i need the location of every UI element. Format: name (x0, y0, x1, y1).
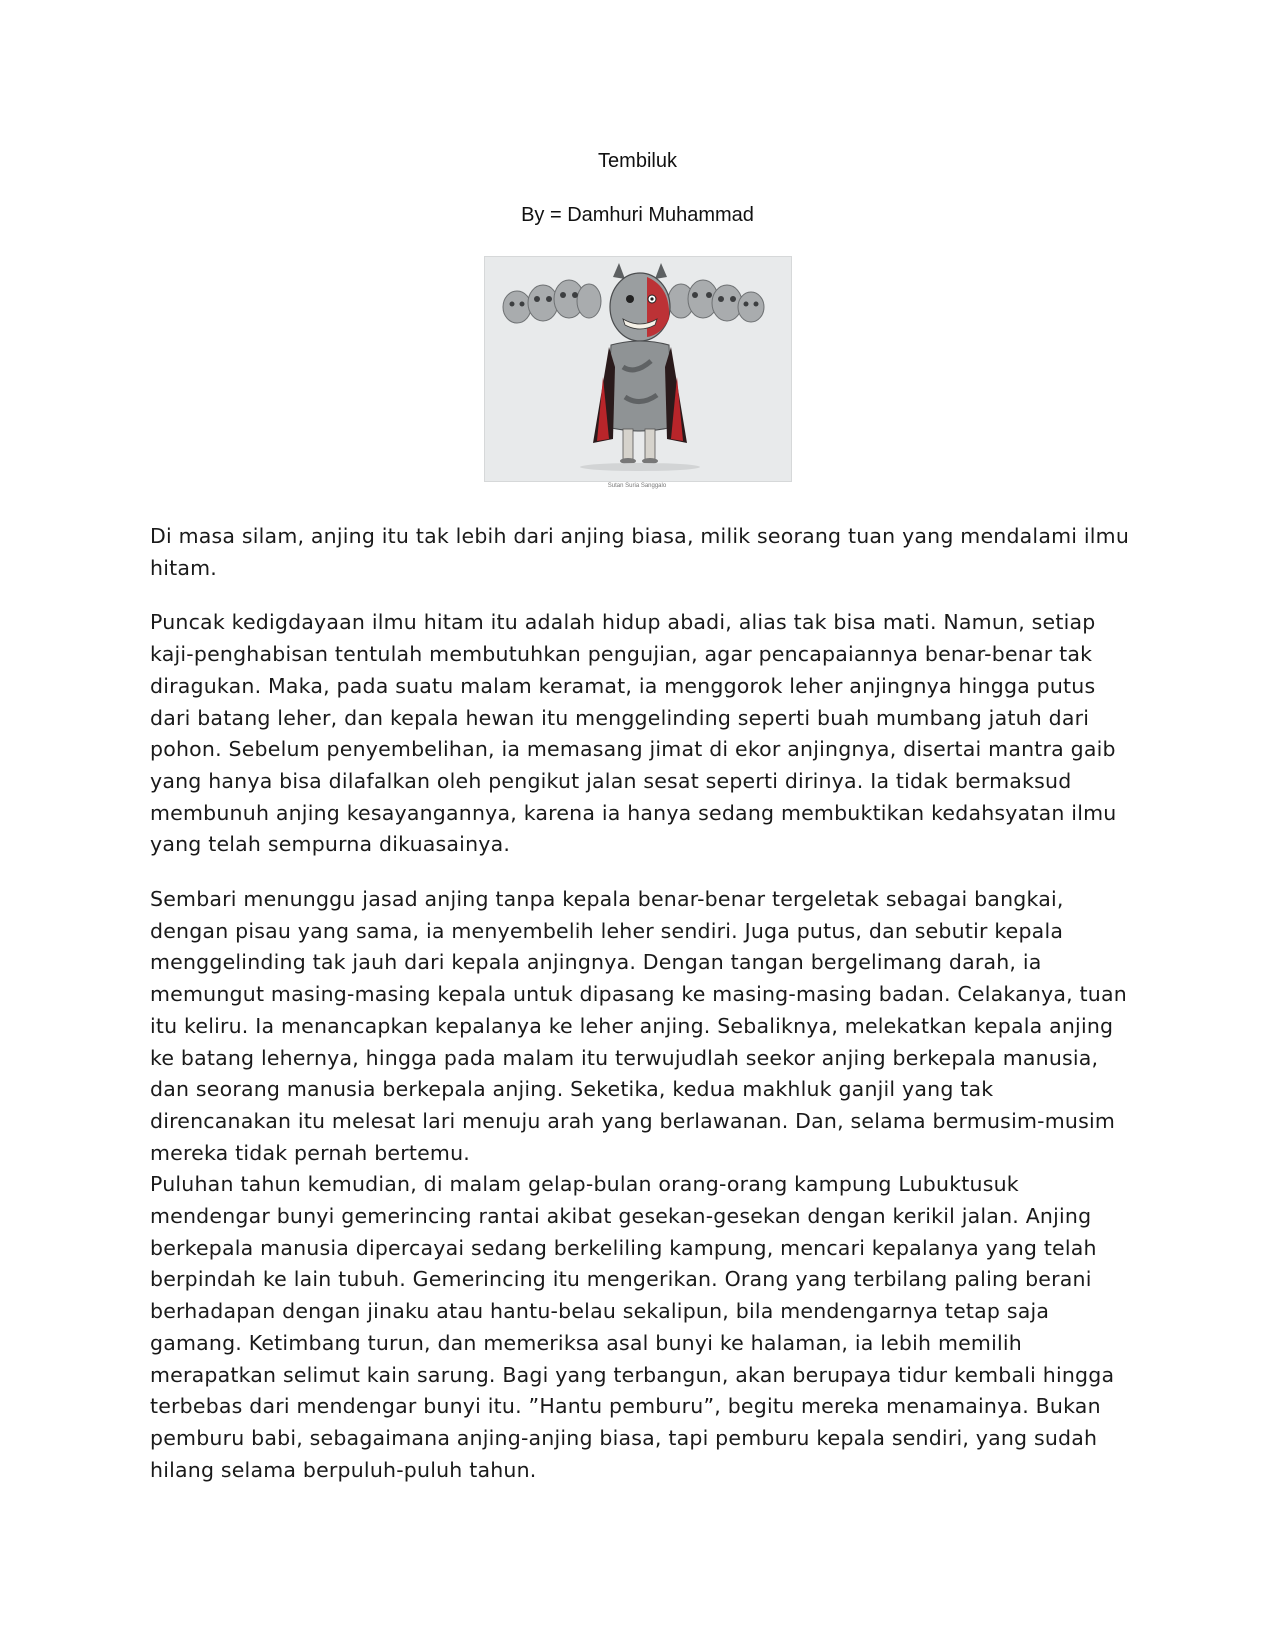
document-byline: By = Damhuri Muhammad (521, 204, 754, 226)
paragraph-1: Di masa silam, anjing itu tak lebih dari anjing biasa, milik seorang tuan yang mendalami ilmu hitam. (150, 524, 1130, 580)
document-title: Tembiluk (598, 150, 677, 172)
mask-sculpture-illustration (484, 256, 792, 482)
story-body (150, 521, 1140, 1486)
figure-caption: Sutan Suria Sanggalo (607, 483, 667, 489)
paragraph-4: Puluhan tahun kemudian, di malam gelap-bulan orang-orang kampung Lubuktusuk mendengar bunyi gemerincing rantai akibat gesekan-gesekan dengan kerikil jalan. Anjing berkepala manusia dipercayai sedang berkeliling kampung, mencari kepalanya yang telah berpindah ke lain tubuh. Gemerincing itu mengerikan. Orang yang terbilang paling berani berhadapan dengan jinaku atau hantu-belau sekalipun, bila mendengarnya tetap saja gamang. Ketimbang turun, dan memeriksa asal bunyi ke halaman, ia lebih memilih merapatkan selimut kain sarung. Bagi yang terbangun, akan berupaya tidur kembali hingga terbebas dari mendengar bunyi itu. ”Hantu pemburu”, begitu mereka menamainya. Bukan pemburu babi, sebagaimana anjing-anjing biasa, tapi pemburu kepala sendiri, yang sudah hilang selama berpuluh-puluh tahun. (150, 1172, 1115, 1482)
paragraph-2: Puncak kedigdayaan ilmu hitam itu adalah hidup abadi, alias tak bisa mati. Namun, setiap kaji-penghabisan tentulah membutuhkan pengujian, agar pencapaiannya benar-benar tak diragukan. Maka, pada suatu malam keramat, ia menggorok leher anjingnya hingga putus dari batang leher, dan kepala hewan itu menggelinding seperti buah mumbang jatuh dari pohon. Sebelum penyembelihan, ia memasang jimat di ekor anjingnya, disertai mantra gaib yang hanya bisa dilafalkan oleh pengikut jalan sesat seperti dirinya. Ia tidak bermaksud membunuh anjing kesayangannya, karena ia hanya sedang membuktikan kedahsyatan ilmu yang telah sempurna dikuasainya. (150, 610, 1117, 857)
paragraph-3: Sembari menunggu jasad anjing tanpa kepala benar-benar tergeletak sebagai bangkai, dengan pisau yang sama, ia menyembelih leher sendiri. Juga putus, dan sebutir kepala menggelinding tak jauh dari kepala anjingnya. Dengan tangan bergelimang darah, ia memungut masing-masing kepala untuk dipasang ke masing-masing badan. Celakanya, tuan itu keliru. Ia menancapkan kepalanya ke leher anjing. Sebaliknya, melekatkan kepala anjing ke batang lehernya, hingga pada malam itu terwujudlah seekor anjing berkepala manusia, dan seorang manusia berkepala anjing. Seketika, kedua makhluk ganjil yang tak direncanakan itu melesat lari menuju arah yang berlawanan. Dan, selama bermusim-musim mereka tidak pernah bertemu. (150, 887, 1127, 1165)
